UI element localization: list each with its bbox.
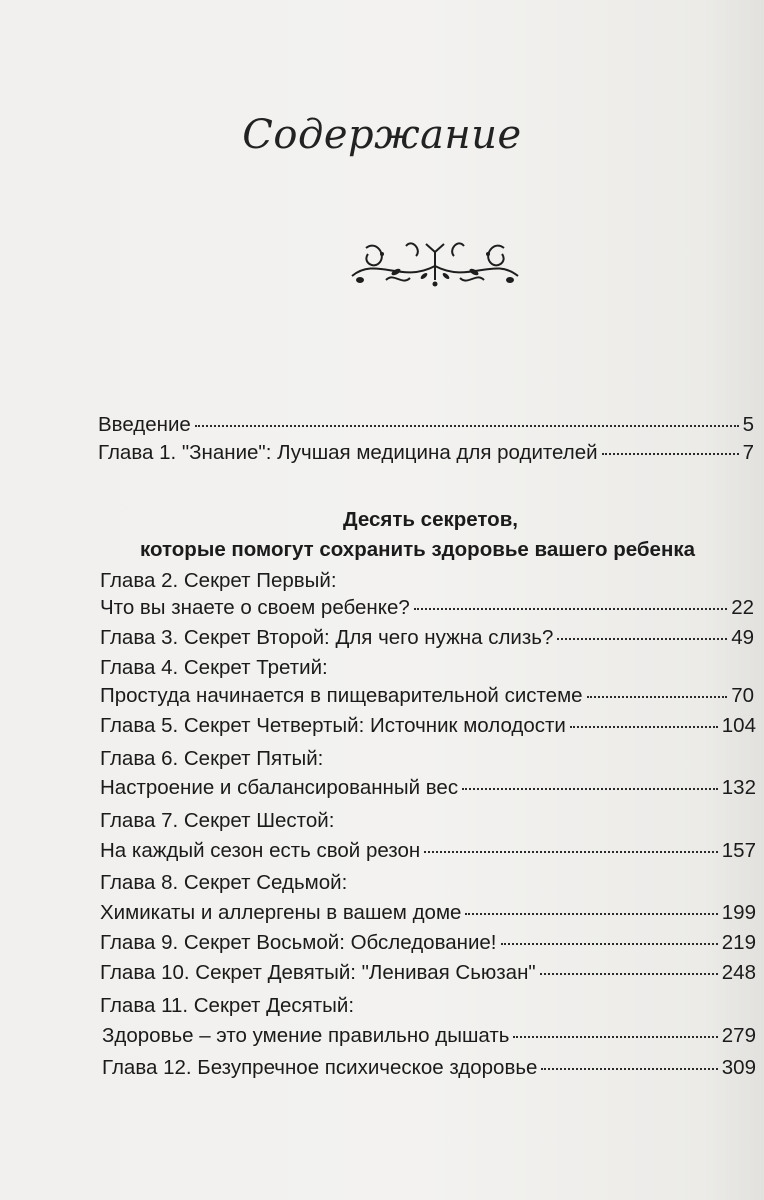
toc-entry-chapter-8-title[interactable] <box>100 900 756 926</box>
toc-entry-chapter-8[interactable]: Глава 8. Секрет Седьмой: <box>100 871 348 894</box>
section-heading-line-2: которые помогут сохранить здоровье вашего ребенка <box>140 538 695 561</box>
dot-leader <box>570 726 718 728</box>
toc-entry-chapter-4-title[interactable] <box>100 683 754 709</box>
toc-entry-label: Что вы знаете о своем ребенке? <box>100 596 410 619</box>
toc-entry-chapter-10[interactable] <box>100 960 756 986</box>
toc-page-number: 104 <box>721 714 756 737</box>
toc-page-number: 70 <box>731 684 754 707</box>
toc-page-number: 309 <box>721 1056 756 1079</box>
toc-page-number: 132 <box>721 776 756 799</box>
toc-entry-label: Глава 12. Безупречное психическое здоровье <box>102 1056 538 1079</box>
toc-entry-chapter-11[interactable]: Глава 11. Секрет Десятый: <box>100 994 355 1017</box>
toc-entry-label: Глава 3. Секрет Второй: Для чего нужна слизь? <box>100 626 554 649</box>
dot-leader <box>424 851 718 853</box>
toc-page-number: 22 <box>731 596 754 619</box>
toc-entry-introduction[interactable] <box>98 412 754 438</box>
toc-entry-chapter-2-title[interactable] <box>100 595 754 621</box>
toc-entry-label: Глава 5. Секрет Четвертый: Источник молодости <box>100 714 566 737</box>
toc-page-number: 279 <box>721 1024 756 1047</box>
toc-entry-chapter-11-title[interactable] <box>102 1023 756 1049</box>
toc-page-number: 248 <box>721 961 756 984</box>
toc-entry-chapter-5[interactable] <box>100 713 756 739</box>
toc-entry-label: Простуда начинается в пищеварительной системе <box>100 684 583 707</box>
toc-entry-chapter-2[interactable]: Глава 2. Секрет Первый: <box>100 569 337 592</box>
dot-leader <box>462 788 718 790</box>
toc-page-number: 219 <box>721 931 756 954</box>
toc-page-number: 7 <box>742 441 754 464</box>
toc-entry-label: Настроение и сбалансированный вес <box>100 776 459 799</box>
toc-entry-chapter-7-title[interactable] <box>100 838 756 864</box>
toc-entry-chapter-6[interactable]: Глава 6. Секрет Пятый: <box>100 747 324 770</box>
toc-page-number: 5 <box>742 413 754 436</box>
toc-entry-chapter-7[interactable]: Глава 7. Секрет Шестой: <box>100 809 335 832</box>
dot-leader <box>557 638 727 640</box>
dot-leader <box>541 1068 717 1070</box>
page-title: Содержание <box>242 112 522 158</box>
toc-entry-chapter-1[interactable] <box>98 440 754 466</box>
dot-leader <box>513 1036 717 1038</box>
dot-leader <box>195 425 739 427</box>
toc-page-number: 49 <box>731 626 754 649</box>
toc-entry-label: Глава 9. Секрет Восьмой: Обследование! <box>100 931 497 954</box>
floral-ornament-icon <box>346 236 524 290</box>
dot-leader <box>540 973 718 975</box>
toc-entry-chapter-12[interactable] <box>102 1055 756 1081</box>
toc-entry-label: Глава 10. Секрет Девятый: "Ленивая Сьюзан" <box>100 961 536 984</box>
toc-entry-label: Химикаты и аллергены в вашем доме <box>100 901 462 924</box>
toc-entry-label: Введение <box>98 413 191 436</box>
section-heading-line-1: Десять секретов, <box>343 508 518 531</box>
toc-entry-chapter-4[interactable]: Глава 4. Секрет Третий: <box>100 656 328 679</box>
toc-page-number: 157 <box>721 839 756 862</box>
dot-leader <box>602 453 739 455</box>
dot-leader <box>465 913 717 915</box>
toc-page-number: 199 <box>721 901 756 924</box>
toc-entry-label: На каждый сезон есть свой резон <box>100 839 421 862</box>
toc-entry-chapter-9[interactable] <box>100 930 756 956</box>
toc-entry-chapter-3[interactable] <box>100 625 754 651</box>
toc-entry-label: Здоровье – это умение правильно дышать <box>102 1024 510 1047</box>
dot-leader <box>414 608 727 610</box>
dot-leader <box>587 696 728 698</box>
dot-leader <box>501 943 718 945</box>
toc-entry-label: Глава 1. "Знание": Лучшая медицина для родителей <box>98 441 598 464</box>
toc-entry-chapter-6-title[interactable] <box>100 775 756 801</box>
